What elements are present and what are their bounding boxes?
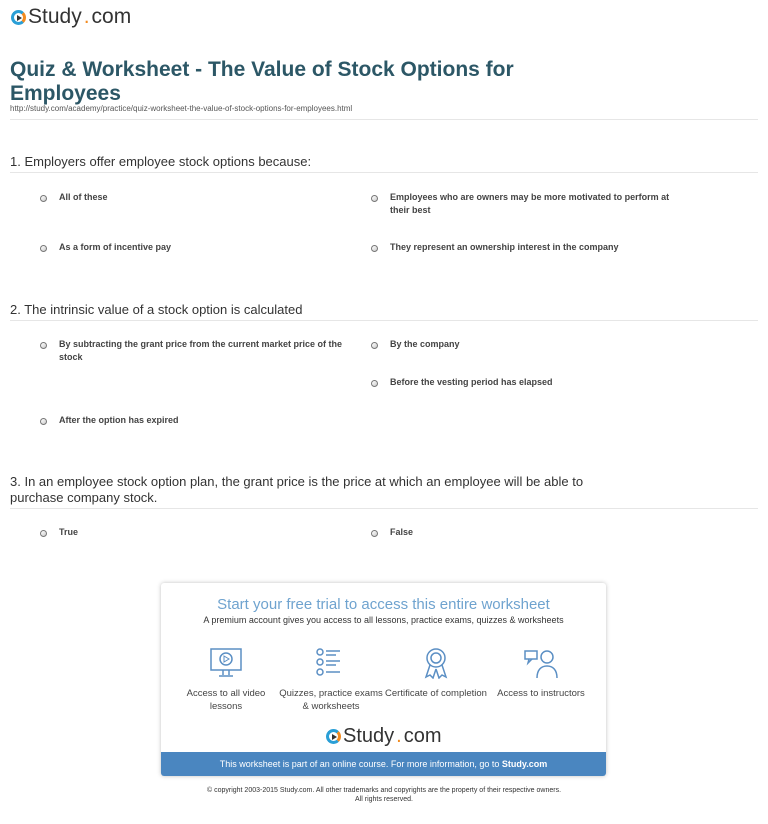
- question-2: 2. The intrinsic value of a stock option is calculated: [10, 302, 303, 317]
- radio-q1-d[interactable]: [371, 245, 378, 252]
- play-logo-icon: [11, 10, 26, 25]
- logo-dot: .: [83, 5, 90, 28]
- radio-q2-a[interactable]: [40, 342, 47, 349]
- radio-q2-b[interactable]: [371, 342, 378, 349]
- copyright: [0, 786, 768, 804]
- band-text: This worksheet is part of an online course. For more information, go to: [219, 759, 502, 769]
- radio-q2-c[interactable]: [371, 380, 378, 387]
- instructor-chat-icon: [524, 647, 558, 679]
- promo-title[interactable]: Start your free trial to access this entire worksheet: [217, 596, 550, 613]
- study-logo[interactable]: [11, 5, 131, 29]
- page-title: Quiz & Worksheet - The Value of Stock Options for Employees: [10, 58, 514, 105]
- radio-q3-b[interactable]: [371, 530, 378, 537]
- promo-subtitle: A premium account gives you access to all lessons, practice exams, quizzes & worksheets: [203, 615, 564, 625]
- option-q3-a: True: [59, 527, 79, 537]
- promo-study-logo[interactable]: [326, 725, 442, 748]
- feature-label: Certificate of completion: [385, 688, 487, 699]
- option-q2-d: After the option has expired: [59, 415, 179, 425]
- option-q3-b: False: [390, 527, 414, 537]
- divider: [10, 172, 758, 173]
- feature-quizzes: [276, 647, 386, 713]
- course-info-band: [161, 752, 606, 776]
- logo-text: Study: [28, 5, 82, 28]
- divider: [10, 119, 758, 120]
- feature-video: [171, 647, 281, 713]
- logo-tld: com: [91, 5, 132, 28]
- free-trial-promo: [161, 583, 606, 776]
- divider: [10, 508, 758, 509]
- feature-instructors: [486, 647, 596, 700]
- option-q1-c: As a form of incentive pay: [59, 242, 172, 252]
- option-q1-d: They represent an ownership interest in the company: [390, 242, 619, 252]
- rights-text: All rights reserved.: [355, 796, 413, 803]
- radio-q1-a[interactable]: [40, 195, 47, 202]
- certificate-ribbon-icon: [419, 647, 453, 679]
- option-q2-b: By the company: [390, 339, 460, 349]
- feature-label: Access to instructors: [497, 688, 585, 699]
- logo-dot: .: [396, 725, 402, 747]
- feature-label: Quizzes, practice exams & worksheets: [279, 688, 383, 712]
- logo-tld: com: [403, 725, 442, 747]
- checklist-icon: [314, 647, 348, 679]
- page-url: http://study.com/academy/practice/quiz-worksheet-the-value-of-stock-options-for-employees.html: [10, 104, 353, 113]
- study-link[interactable]: Study.com: [501, 759, 548, 769]
- play-logo-icon: [326, 729, 341, 744]
- feature-label: Access to all video lessons: [186, 688, 266, 712]
- question-3: 3. In an employee stock option plan, the grant price is the price at which an employee will be able to purchase company stock.: [10, 474, 584, 505]
- divider: [10, 320, 758, 321]
- feature-certificate: [381, 647, 491, 700]
- question-1: 1. Employers offer employee stock options because:: [10, 154, 312, 169]
- radio-q1-b[interactable]: [371, 195, 378, 202]
- option-q1-b: Employees who are owners may be more motivated to perform at their best: [390, 192, 670, 215]
- logo-text: Study: [343, 725, 395, 747]
- option-q1-a: All of these: [59, 192, 108, 202]
- video-monitor-icon: [209, 647, 243, 679]
- copyright-text: © copyright 2003-2015 Study.com. All other trademarks and copyrights are the property of their respective owners.: [206, 787, 562, 794]
- radio-q3-a[interactable]: [40, 530, 47, 537]
- option-q2-c: Before the vesting period has elapsed: [390, 377, 553, 387]
- option-q2-a: By subtracting the grant price from the current market price of the stock: [59, 339, 343, 362]
- radio-q2-d[interactable]: [40, 418, 47, 425]
- radio-q1-c[interactable]: [40, 245, 47, 252]
